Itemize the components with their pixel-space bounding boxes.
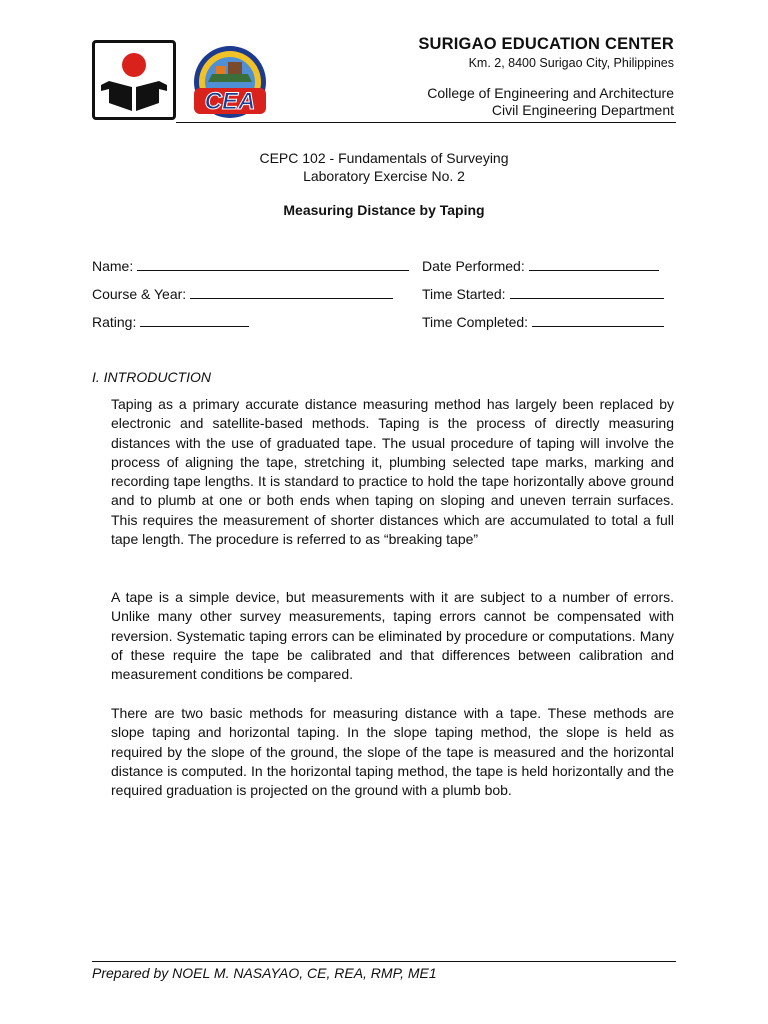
time-started-label: Time Started: xyxy=(422,286,506,302)
intro-paragraph-3: There are two basic methods for measuring distance with a tape. These methods are slope taping and horizontal taping. In the slope taping method, the slope is held as required by the slope of the ground, the slope of the tape is measured and the horizontal distance is computed. In the horizontal taping method, the tape is held horizontally and the required graduation is projected on the ground with a plumb bob. xyxy=(111,705,674,799)
title-block xyxy=(0,149,768,219)
rating-label: Rating: xyxy=(92,314,137,330)
section-heading-introduction: I. INTRODUCTION xyxy=(92,369,211,385)
cea-logo-text: CEA xyxy=(204,88,256,115)
time-completed-label: Time Completed: xyxy=(422,314,529,330)
footer-divider xyxy=(92,961,676,962)
rating-blank[interactable] xyxy=(140,314,249,327)
header-divider xyxy=(176,122,676,123)
name-label: Name: xyxy=(92,258,134,274)
time-started-blank[interactable] xyxy=(510,286,664,299)
exercise-topic: Measuring Distance by Taping xyxy=(283,202,485,218)
school-name: SURIGAO EDUCATION CENTER xyxy=(418,35,674,53)
course-title: CEPC 102 - Fundamentals of Surveying xyxy=(259,150,509,166)
school-header xyxy=(274,34,674,119)
course-year-label: Course & Year: xyxy=(92,286,187,302)
school-address: Km. 2, 8400 Surigao City, Philippines xyxy=(468,56,674,70)
date-performed-blank[interactable] xyxy=(529,258,659,271)
name-blank[interactable] xyxy=(137,258,409,271)
cea-seal-logo xyxy=(188,44,272,124)
time-started-field xyxy=(422,285,664,303)
intro-paragraph-1: Taping as a primary accurate distance measuring method has largely been replaced by electronic and satellite-based methods. Taping is the process of directly measuring distances with the use of graduated tape. The usual procedure of taping will involve the process of aligning the tape, stretching it, plumbing selected tape marks, marking and recording tape lengths. It is standard to practice to hold the tape horizontally above ground and to plumb at one or both ends when taping on sloping and uneven terrain surfaces. This requires the measurement of shorter distances which are accumulated to total a full tape length. The procedure is referred to as “breaking tape” xyxy=(111,396,674,548)
intro-paragraph-2: A tape is a simple device, but measurements with it are subject to a number of errors. Unlike many other survey measurements, taping errors cannot be compensated with reversion. Systematic taping errors can be eliminated by procedure or computations. Many of these require the tape be calibrated and that differences between calibration and measurement conditions be compared. xyxy=(111,589,674,683)
sec-book-logo-graphic xyxy=(95,43,173,117)
college-name: College of Engineering and Architecture xyxy=(427,85,674,101)
sec-book-logo xyxy=(92,40,176,120)
department-name: Civil Engineering Department xyxy=(491,102,674,118)
date-performed-field xyxy=(422,257,659,275)
time-completed-field xyxy=(422,313,664,331)
course-year-blank[interactable] xyxy=(190,286,393,299)
date-performed-label: Date Performed: xyxy=(422,258,525,274)
time-completed-blank[interactable] xyxy=(532,314,664,327)
name-field xyxy=(92,257,409,275)
exercise-number: Laboratory Exercise No. 2 xyxy=(303,168,465,184)
rating-field xyxy=(92,313,249,331)
prepared-by: Prepared by NOEL M. NASAYAO, CE, REA, RMP, ME1 xyxy=(92,965,437,981)
course-year-field xyxy=(92,285,393,303)
